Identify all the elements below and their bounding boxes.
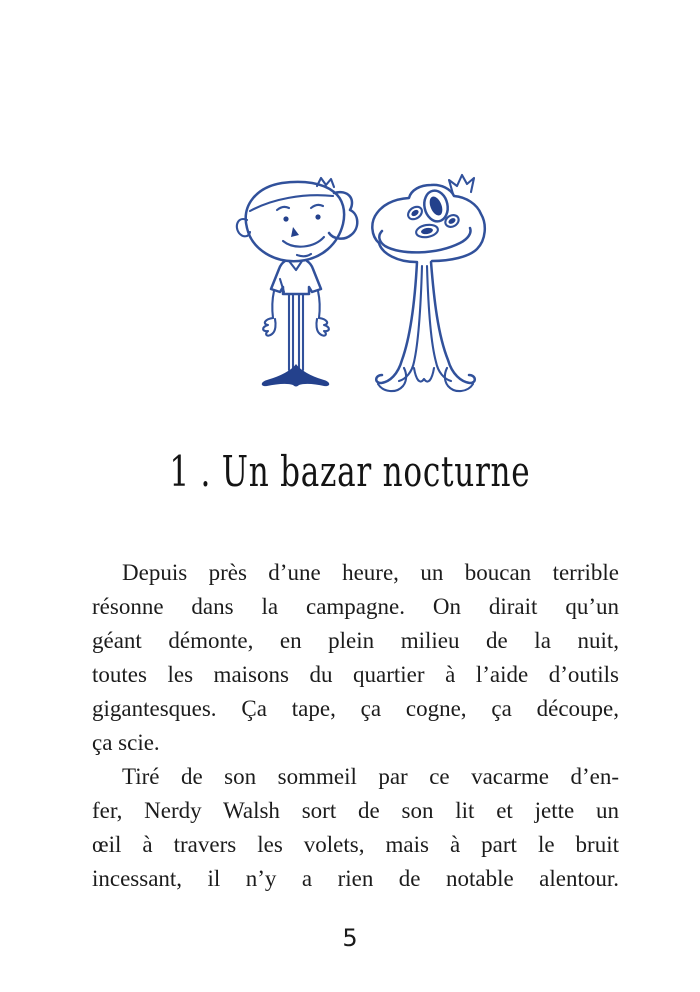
- boy-feet: [262, 364, 330, 387]
- boy-hand-right: [316, 318, 328, 336]
- page-number: 5: [342, 924, 358, 952]
- boy-hand-left: [263, 318, 275, 336]
- text-line: toutes les maisons du quartier à l’aide d’outils: [92, 662, 619, 687]
- body-text: [92, 556, 619, 896]
- creature-character-drawing: [372, 175, 484, 391]
- text-line: œil à travers les volets, mais à part le bruit: [92, 832, 619, 857]
- chapter-title-text: 1 . Un bazar nocturne: [169, 447, 531, 496]
- boy-shirt: [271, 261, 321, 294]
- creature-head: [372, 185, 484, 262]
- text-line: résonne dans la campagne. On dirait qu’un: [92, 594, 619, 619]
- boy-arm-right: [318, 291, 320, 318]
- boy-head: [246, 182, 344, 261]
- text-line: gigantesques. Ça tape, ça cogne, ça découpe,: [92, 696, 619, 721]
- boy-arm-left: [272, 291, 274, 318]
- creature-eye-center-pupil: [427, 195, 445, 218]
- boy-hair-icon: [250, 195, 333, 211]
- text-line: ça scie.: [92, 730, 160, 755]
- creature-mouth-inner: [421, 227, 434, 235]
- creature-crown-icon: [449, 175, 474, 194]
- boy-legs: [289, 294, 303, 370]
- boy-chin-line: [297, 254, 311, 256]
- chapter-title: [0, 447, 700, 496]
- two-characters-drawing: [225, 158, 495, 418]
- boy-smile: [283, 237, 324, 247]
- paragraph-1: [92, 556, 619, 760]
- boy-eye-left: [283, 216, 288, 221]
- paragraph-2: [92, 760, 619, 896]
- boy-eyebrows: [277, 205, 323, 210]
- text-line: fer, Nerdy Walsh sort de son lit et jette un: [92, 798, 619, 823]
- creature-foot-middle: [414, 368, 434, 382]
- chapter-illustration: [225, 158, 495, 418]
- creature-eye-right-pupil: [447, 217, 456, 225]
- text-line: Tiré de son sommeil par ce vacarme d’en-: [122, 764, 619, 789]
- creature-trunk-outer-left: [376, 262, 417, 383]
- text-line: géant démonte, en plein milieu de la nuit,: [92, 628, 619, 653]
- text-line: Depuis près d’une heure, un boucan terrible: [122, 560, 619, 585]
- boy-nose: [291, 227, 299, 237]
- boy-eye-right: [315, 214, 320, 219]
- boy-character-drawing: [237, 178, 357, 387]
- text-line: incessant, il n’y a rien de notable alentour.: [92, 866, 619, 891]
